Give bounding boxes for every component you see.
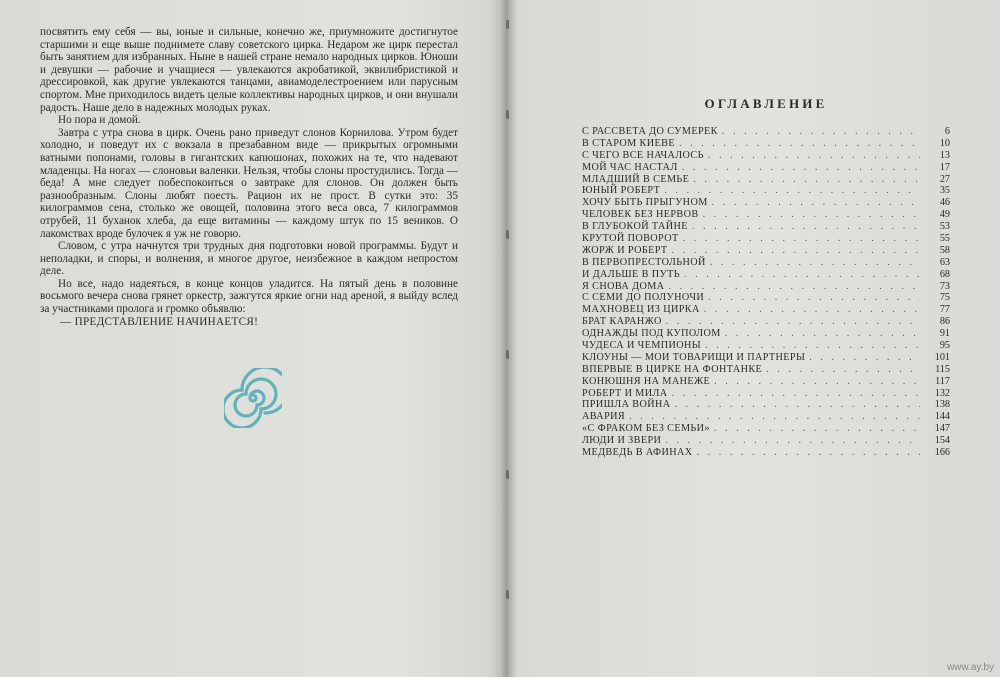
toc-entry [582, 233, 950, 245]
paragraph: Словом, с утра начнутся три трудных дня подготовки новой программы. Будут и неполадки, и споры, и волнения, и многое другое, неизбежное в каждом непростом деле. [40, 240, 458, 278]
toc-entry-title: ХОЧУ БЫТЬ ПРЫГУНОМ [582, 197, 708, 209]
toc-entry-title: ЮНЫЙ РОБЕРТ [582, 185, 661, 197]
toc-entry-page: 166 [934, 447, 950, 459]
paragraph: Завтра с утра снова в цирк. Очень рано приведут слонов Корнилова. Утром будет холодно, и поведут их с вокзала в презабавном виде — прикрытых огромными ватными попонами, головы в гигантских капюшонах, похожих на те, что надевают младенцы. На ногах — слоновьи валенки. Нельзя, чтобы слоны простудились. Тогда — беда! А мне следует побеспокоиться о завтраке для слонов. Он должен быть разнообразным. Слоны любят поесть. Рацион их не прост. В сутки это: 35 килограммов сена, столько же овощей, половина этого веса овса, 7 килограммов отрубей, 11 буханок хлеба, да еще витамины — каждому штук по 15 веников. О лакомствах вроде булочек я уж не говорю. [40, 126, 458, 240]
toc-entry [582, 245, 950, 257]
toc-entry-page: 63 [939, 256, 950, 268]
toc-entry-page: 101 [934, 351, 950, 363]
toc-entry-title: ВПЕРВЫЕ В ЦИРКЕ НА ФОНТАНКЕ [582, 363, 763, 375]
toc-entry [582, 281, 950, 293]
table-of-contents [582, 96, 950, 459]
toc-entry [582, 257, 950, 269]
watermark: www.ay.by [946, 662, 994, 673]
toc-entry [582, 364, 950, 376]
toc-entry [582, 435, 950, 447]
toc-entry [582, 150, 950, 162]
toc-leader-dots [684, 269, 920, 281]
toc-entry-page: 115 [935, 363, 950, 375]
toc-entry-title: С ЧЕГО ВСЕ НАЧАЛОСЬ [582, 149, 704, 161]
toc-entry [582, 340, 950, 352]
toc-entry [582, 197, 950, 209]
toc-entry [582, 174, 950, 186]
toc-leader-dots [714, 423, 920, 435]
toc-leader-dots [705, 340, 920, 352]
toc-entry [582, 221, 950, 233]
toc-entry-title: ЧЕЛОВЕК БЕЗ НЕРВОВ [582, 209, 699, 221]
toc-entry-page: 95 [939, 340, 950, 352]
toc-leader-dots [766, 364, 920, 376]
toc-list [582, 126, 950, 459]
toc-entry [582, 269, 950, 281]
toc-entry-title: В ГЛУБОКОЙ ТАЙНЕ [582, 221, 688, 233]
toc-leader-dots [668, 281, 920, 293]
toc-entry-page: 154 [934, 435, 950, 447]
toc-entry-title: РОБЕРТ И МИЛА [582, 387, 668, 399]
toc-leader-dots [664, 185, 920, 197]
toc-entry [582, 388, 950, 400]
binding-stitch [506, 230, 509, 239]
toc-entry-title: «С ФРАКОМ БЕЗ СЕМЬИ» [582, 423, 710, 435]
toc-entry-page: 77 [939, 304, 950, 316]
toc-entry [582, 292, 950, 304]
toc-entry-title: КОНЮШНЯ НА МАНЕЖЕ [582, 375, 711, 387]
toc-entry-title: И ДАЛЬШЕ В ПУТЬ [582, 268, 681, 280]
toc-leader-dots [722, 126, 920, 138]
toc-leader-dots [703, 209, 920, 221]
toc-entry-page: 147 [934, 423, 950, 435]
toc-leader-dots [704, 304, 920, 316]
toc-entry-page: 53 [939, 221, 950, 233]
toc-entry-page: 49 [939, 209, 950, 221]
toc-entry-title: МЕДВЕДЬ В АФИНАХ [582, 447, 693, 459]
toc-entry-title: С РАССВЕТА ДО СУМЕРЕК [582, 126, 718, 137]
book-gutter [500, 0, 514, 677]
toc-leader-dots [665, 435, 920, 447]
left-page-text [40, 26, 458, 328]
toc-entry-title: АВАРИЯ [582, 411, 626, 423]
toc-leader-dots [809, 352, 920, 364]
toc-entry-title: В СТАРОМ КИЕВЕ [582, 137, 675, 149]
toc-entry-page: 46 [939, 197, 950, 209]
binding-stitch [506, 470, 509, 479]
toc-leader-dots [682, 162, 920, 174]
paragraph: Но пора и домой. [58, 114, 141, 127]
toc-entry-page: 117 [935, 375, 950, 387]
toc-entry [582, 447, 950, 459]
toc-entry-page: 55 [939, 233, 950, 245]
toc-entry-page: 17 [939, 161, 950, 173]
binding-stitch [506, 350, 509, 359]
toc-leader-dots [708, 292, 920, 304]
toc-entry-title: С СЕМИ ДО ПОЛУНОЧИ [582, 292, 705, 304]
toc-entry-title: ОДНАЖДЫ ПОД КУПОЛОМ [582, 328, 721, 340]
toc-leader-dots [714, 376, 920, 388]
toc-entry-title: КРУТОЙ ПОВОРОТ [582, 233, 679, 245]
toc-entry [582, 162, 950, 174]
toc-entry [582, 126, 950, 138]
toc-entry-page: 144 [934, 411, 950, 423]
toc-leader-dots [725, 328, 920, 340]
toc-entry-title: ПРИШЛА ВОЙНА [582, 399, 671, 411]
toc-entry-page: 6 [944, 126, 950, 137]
toc-entry-title: В ПЕРВОПРЕСТОЛЬНОЙ [582, 256, 706, 268]
toc-entry-title: КЛОУНЫ — МОИ ТОВАРИЩИ И ПАРТНЕРЫ [582, 351, 806, 363]
closing-line: — ПРЕДСТАВЛЕНИЕ НАЧИНАЕТСЯ! [60, 315, 259, 328]
toc-entry [582, 399, 950, 411]
toc-entry [582, 376, 950, 388]
toc-leader-dots [629, 411, 920, 423]
spiral-ornament-icon [224, 368, 282, 428]
toc-entry-title: ЛЮДИ И ЗВЕРИ [582, 435, 662, 447]
toc-entry [582, 304, 950, 316]
paragraph: посвятить ему себя — вы, юные и сильные, конечно же, приумножите достигнутое старшими и еще выше поднимете славу советского цирка. Недаром же цирк перестал быть занятием для избранных. Ныне в нашей стране немало народных цирков. Юноши и девушки — рабочие и учащиеся — увлекаются акробатикой, эквилибристикой и дрессировкой, как другие увлекаются танцами, авиамоделестроением или парусным спортом. Мне приходилось видеть целые коллективы народных цирков, и они внушали радость. Наше дело в надежных молодых руках. [40, 26, 458, 114]
toc-entry [582, 423, 950, 435]
toc-entry-page: 68 [939, 268, 950, 280]
toc-leader-dots [697, 447, 920, 459]
toc-entry-title: Я СНОВА ДОМА [582, 280, 665, 292]
toc-entry-title: ЧУДЕСА И ЧЕМПИОНЫ [582, 340, 702, 352]
toc-leader-dots [679, 138, 920, 150]
binding-stitch [506, 590, 509, 599]
toc-leader-dots [692, 221, 920, 233]
toc-leader-dots [683, 233, 920, 245]
toc-entry-page: 10 [939, 137, 950, 149]
binding-stitch [506, 20, 509, 29]
toc-entry [582, 185, 950, 197]
toc-entry-page: 91 [939, 328, 950, 340]
toc-leader-dots [672, 388, 920, 400]
toc-leader-dots [710, 257, 920, 269]
toc-entry-title: МОЙ ЧАС НАСТАЛ [582, 161, 678, 173]
paragraph: Но все, надо надеяться, в конце концов уладится. На пятый день в половине восьмого вечера снова грянет оркестр, зажгутся яркие огни над ареной, я выйду вслед за участниками пролога и громко объявлю: [40, 277, 458, 316]
binding-stitch [506, 110, 509, 119]
toc-leader-dots [693, 174, 920, 186]
toc-entry [582, 352, 950, 364]
toc-entry-page: 35 [939, 185, 950, 197]
toc-entry-title: БРАТ КАРАНЖО [582, 316, 662, 328]
toc-entry-title: ЖОРЖ И РОБЕРТ [582, 244, 668, 256]
toc-entry-page: 73 [939, 280, 950, 292]
toc-entry [582, 316, 950, 328]
toc-entry [582, 209, 950, 221]
toc-entry-page: 86 [939, 316, 950, 328]
toc-title: ОГЛАВЛЕНИЕ [704, 96, 828, 111]
toc-entry-page: 132 [934, 387, 950, 399]
toc-leader-dots [675, 399, 921, 411]
toc-entry-page: 58 [939, 244, 950, 256]
toc-entry-title: МАХНОВЕЦ ИЗ ЦИРКА [582, 304, 700, 316]
toc-entry-page: 13 [939, 149, 950, 161]
toc-entry [582, 138, 950, 150]
toc-entry-title: МЛАДШИЙ В СЕМЬЕ [582, 173, 690, 185]
toc-entry [582, 411, 950, 423]
toc-entry [582, 328, 950, 340]
toc-entry-page: 27 [939, 173, 950, 185]
toc-leader-dots [666, 316, 920, 328]
toc-leader-dots [712, 197, 920, 209]
toc-entry-page: 138 [934, 399, 950, 411]
toc-leader-dots [708, 150, 920, 162]
toc-entry-page: 75 [939, 292, 950, 304]
toc-leader-dots [672, 245, 920, 257]
